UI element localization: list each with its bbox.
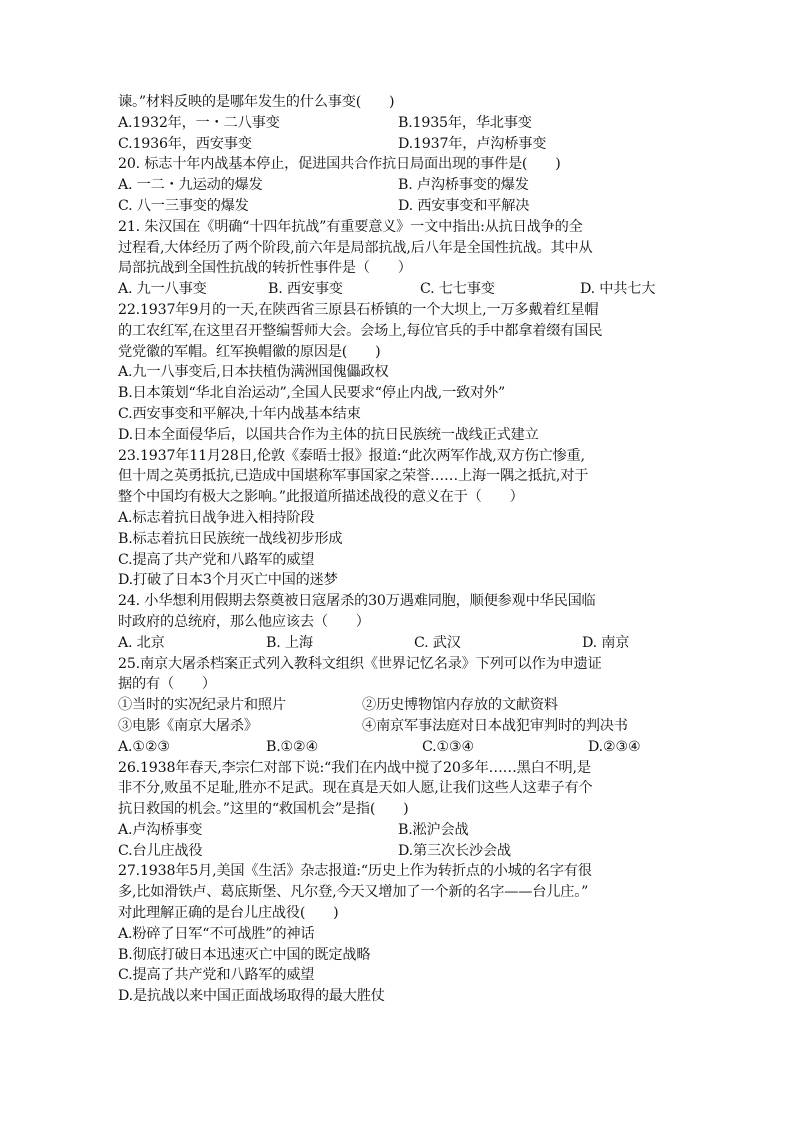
- q19-stem-tail: 谏。”材料反映的是哪年发生的什么事变( ): [118, 94, 395, 110]
- q19-option-c: C.1936年，西安事变: [118, 135, 252, 152]
- q27-option-b: B.彻底打破日本迅速灭亡中国的既定战略: [118, 946, 371, 963]
- q21-option-d: D. 中共七大: [580, 281, 656, 298]
- q20-options-row2: [118, 196, 678, 217]
- q24-stem-line1: 24. 小华想利用假期去祭奠被日寇屠杀的30万遇难同胞，顺便参观中华民国临: [118, 593, 596, 610]
- q25-item-1: ①当时的实况纪录片和照片: [118, 697, 286, 714]
- q19-option-a: A.1932年，一・二八事变: [118, 114, 280, 131]
- q26-option-c: C.台儿庄战役: [118, 842, 203, 859]
- q23-option-b: B.标志着抗日民族统一战线初步形成: [118, 530, 343, 547]
- q23-option-d: D.打破了日本3个月灭亡中国的迷梦: [118, 572, 338, 589]
- q24-options: [118, 633, 678, 654]
- q25-items-row1: [118, 695, 678, 716]
- q21-stem-line1: 21. 朱汉国在《明确“十四年抗战”有重要意义》一文中指出:从抗日战争的全: [118, 218, 583, 235]
- q26-stem-line3: 抗日救国的机会。”这里的“救国机会”是指( ): [118, 801, 409, 818]
- q24-option-b: B. 上海: [266, 634, 313, 651]
- q22-option-d: D.日本全面侵华后，以国共合作为主体的抗日民族统一战线正式建立: [118, 426, 539, 443]
- q25-option-b: B.①②④: [266, 738, 319, 755]
- q26-options-row1: [118, 820, 678, 841]
- q25-stem-line1: 25.南京大屠杀档案正式列入教科文组织《世界记忆名录》下列可以作为申遗证: [118, 655, 602, 672]
- q27-option-a: A.粉碎了日军“不可战胜”的神话: [118, 925, 315, 942]
- q22-option-a: A.九一八事变后,日本扶植伪满洲国傀儡政权: [118, 364, 389, 381]
- q27-stem-line3: 对此理解正确的是台儿庄战役( ): [118, 905, 339, 922]
- q21-option-a: A. 九一八事变: [118, 281, 207, 298]
- q25-option-d: D.②③④: [588, 738, 641, 755]
- exam-page: [118, 92, 678, 1007]
- q21-option-b: B. 西安事变: [268, 281, 343, 298]
- q25-stem-line2: 据的有（ ）: [118, 676, 216, 693]
- q22-stem-line1: 22.1937年9月的一天,在陕西省三原县石桥镇的一个大坝上,一万多戴着红星帽: [118, 301, 599, 318]
- q19-options-row2: [118, 134, 678, 155]
- q20-option-b: B. 卢沟桥事变的爆发: [398, 177, 529, 194]
- q23-stem-line3: 整个中国均有极大之影响。”此报道所描述战役的意义在于（ ）: [118, 489, 524, 506]
- q20-option-d: D. 西安事变和平解决: [398, 197, 530, 214]
- q27-option-d: D.是抗战以来中国正面战场取得的最大胜仗: [118, 988, 385, 1005]
- q24-option-a: A. 北京: [118, 634, 165, 651]
- q21-stem-line3: 局部抗战到全国性抗战的转折性事件是（ ）: [118, 260, 412, 277]
- q21-option-c: C. 七七事变: [420, 281, 495, 298]
- q24-option-c: C. 武汉: [414, 634, 461, 651]
- q26-stem-line2: 非不分,败虽不足耻,胜亦不足武。现在真是天如人愿,让我们这些人这辈子有个: [118, 780, 593, 797]
- q25-item-2: ②历史博物馆内存放的文献资料: [362, 697, 558, 714]
- q21-options: [118, 279, 678, 300]
- q22-option-b: B.日本策划“华北自治运动”,全国人民要求“停止内战,一致对外”: [118, 385, 506, 402]
- q22-stem-line3: 党党徽的军帽。红军换帽徽的原因是( ): [118, 343, 381, 360]
- q23-stem-line2: 但十周之英勇抵抗,已造成中国堪称军事国家之荣誉……上海一隅之抵抗,对于: [118, 468, 589, 485]
- q25-option-a: A.①②③: [118, 738, 170, 755]
- q20-option-c: C. 八一三事变的爆发: [118, 197, 249, 214]
- q24-stem-line2: 时政府的总统府，那么他应该去（ ）: [118, 613, 370, 630]
- q23-option-a: A.标志着抗日战争进入相持阶段: [118, 509, 315, 526]
- q26-option-a: A.卢沟桥事变: [118, 821, 203, 838]
- q26-option-d: D.第三次长沙会战: [398, 842, 511, 859]
- q24-option-d: D. 南京: [582, 634, 630, 651]
- q19-options-row1: [118, 113, 678, 134]
- q19-option-b: B.1935年，华北事变: [398, 114, 532, 131]
- q20-option-a: A. 一二・九运动的爆发: [118, 177, 263, 194]
- q27-stem-line2: 多,比如滑铁卢、葛底斯堡、凡尔登,今天又增加了一个新的名字——台儿庄。”: [118, 884, 589, 901]
- q19-option-d: D.1937年，卢沟桥事变: [398, 135, 547, 152]
- q26-option-b: B.淞沪会战: [398, 821, 469, 838]
- q20-stem: 20. 标志十年内战基本停止，促进国共合作抗日局面出现的事件是( ): [118, 156, 561, 173]
- q27-stem-line1: 27.1938年5月,美国《生活》杂志报道:“历史上作为转折点的小城的名字有很: [118, 863, 592, 880]
- q22-option-c: C.西安事变和平解决,十年内战基本结束: [118, 405, 361, 422]
- q23-stem-line1: 23.1937年11月28日,伦敦《泰晤士报》报道:“此次两军作战,双方伤亡惨重,: [118, 447, 585, 464]
- q25-option-c: C.①③④: [422, 738, 475, 755]
- q22-stem-line2: 的工农红军,在这里召开整编誓师大会。会场上,每位官兵的手中都拿着缀有国民: [118, 322, 603, 339]
- q27-option-c: C.提高了共产党和八路军的威望: [118, 967, 315, 984]
- q20-options-row1: [118, 175, 678, 196]
- q21-stem-line2: 过程看,大体经历了两个阶段,前六年是局部抗战,后八年是全国性抗战。其中从: [118, 239, 593, 256]
- q26-options-row2: [118, 841, 678, 862]
- q25-item-3: ③电影《南京大屠杀》: [118, 717, 258, 734]
- q26-stem-line1: 26.1938年春天,李宗仁对部下说:“我们在内战中搅了20多年……黑白不明,是: [118, 759, 591, 776]
- q25-items-row2: [118, 716, 678, 737]
- q25-options: [118, 737, 678, 758]
- q23-option-c: C.提高了共产党和八路军的威望: [118, 551, 315, 568]
- q25-item-4: ④南京军事法庭对日本战犯审判时的判决书: [362, 717, 628, 734]
